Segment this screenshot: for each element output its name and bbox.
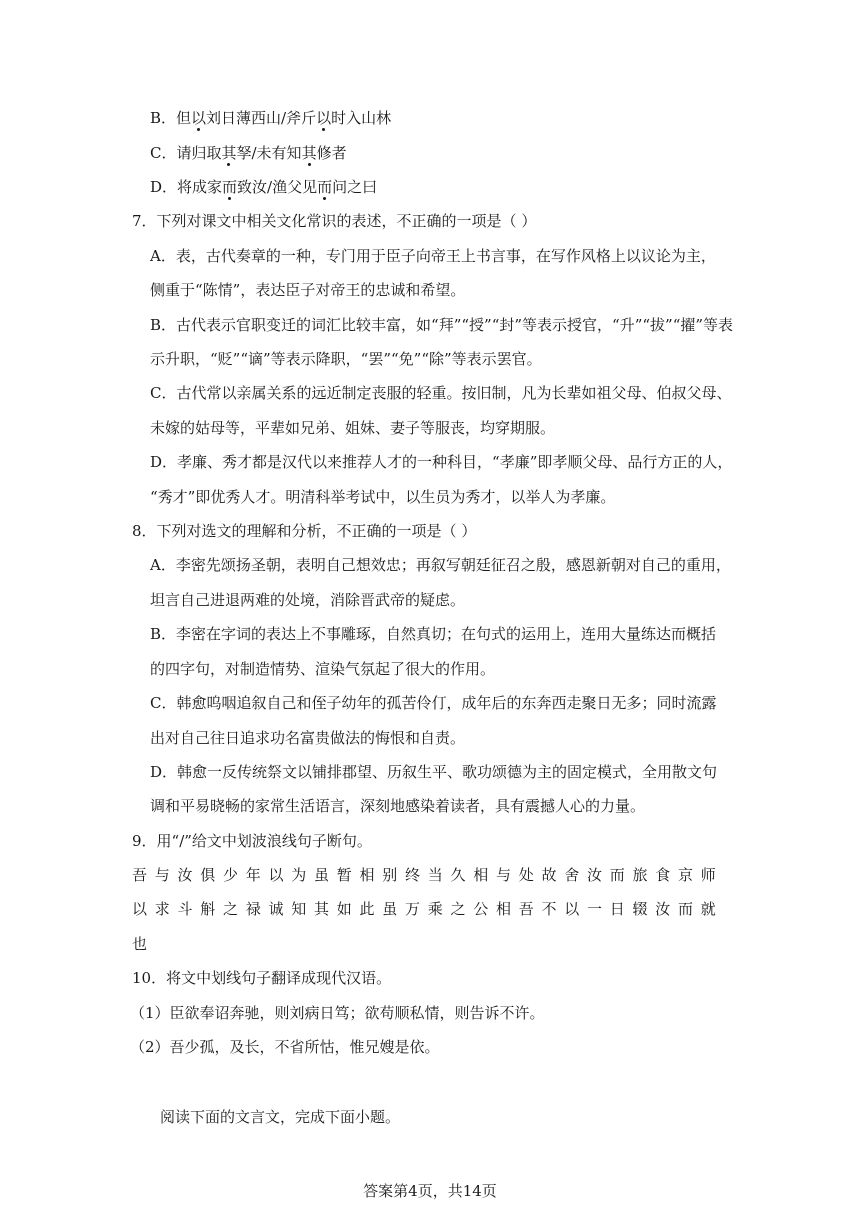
grid-char: 而: [678, 900, 694, 918]
grid-char: 之: [450, 900, 466, 918]
q7-option-d-line1: D．孝廉、秀才都是汉代以来推荐人才的一种科目，“孝廉”即孝顺父母、品行方正的人，: [150, 453, 733, 471]
grid-char: 一: [587, 900, 603, 918]
grid-char: 公: [473, 900, 489, 918]
grid-char: 求: [154, 900, 170, 918]
grid-char: 万: [405, 900, 421, 918]
punctuation-row-1: [132, 865, 716, 885]
q10-item-1: （1）臣欲奉诏奔驰，则刘病日笃；欲苟顺私情，则告诉不许。: [130, 1004, 545, 1022]
grid-char: 京: [678, 866, 694, 884]
grid-char: 舍: [564, 866, 580, 884]
emphasized-char: 而: [317, 178, 333, 196]
grid-char: 汝: [177, 866, 193, 884]
punctuation-row-2: [132, 899, 716, 919]
grid-char: 久: [450, 866, 466, 884]
q8-option-b-line2: 的四字句，对制造情势、渲染气氛起了很大的作用。: [150, 660, 496, 678]
question-7: 7．下列对课文中相关文化常识的表述，不正确的一项是（ ）: [132, 212, 537, 230]
q8-option-d-line2: 调和平易晓畅的家常生活语言，深刻地感染着读者，具有震撼人心的力量。: [150, 797, 646, 815]
grid-char: 终: [405, 866, 421, 884]
grid-char: 之: [223, 900, 239, 918]
emphasized-char: 其: [301, 144, 317, 162]
grid-char: 诚: [268, 900, 284, 918]
grid-char: 别: [382, 866, 398, 884]
grid-char: 其: [314, 900, 330, 918]
reading-instruction: 阅读下面的文言文，完成下面小题。: [160, 1108, 401, 1126]
option-text: 孥/未有知: [236, 144, 302, 162]
grid-char: 辍: [632, 900, 648, 918]
grid-char: 就: [700, 900, 716, 918]
grid-char: 食: [655, 866, 671, 884]
grid-char: 禄: [245, 900, 261, 918]
grid-char: 斗: [177, 900, 193, 918]
grid-char: 此: [359, 900, 375, 918]
grid-char: 虽: [314, 866, 330, 884]
grid-char: 为: [291, 866, 307, 884]
q7-option-c-line1: C．古代常以亲属关系的远近制定丧服的轻重。按旧制，凡为长辈如祖父母、伯叔父母、: [150, 384, 732, 402]
q7-option-a-line1: A．表，古代奏章的一种，专门用于臣子向帝王上书言事，在写作风格上以议论为主，: [150, 247, 716, 265]
option-text: D．将成家: [150, 178, 223, 196]
grid-char: 与: [154, 866, 170, 884]
q8-option-a-line2: 坦言自己进退两难的处境，消除晋武帝的疑虑。: [150, 591, 466, 609]
grid-char: 年: [245, 866, 261, 884]
grid-char: 如: [336, 900, 352, 918]
option-b-prev: [150, 108, 391, 128]
option-text: 问之曰: [332, 178, 378, 196]
q10-item-2: （2）吾少孤，及长，不省所怙，惟兄嫂是依。: [130, 1038, 440, 1056]
grid-char: 斛: [200, 900, 216, 918]
grid-char: 处: [518, 866, 534, 884]
q8-option-b-line1: B．李密在字词的表达上不事雕琢，自然真切；在句式的运用上，连用大量练达而概括: [150, 625, 717, 643]
option-text: 致汝/渔父见: [237, 178, 318, 196]
grid-char: 暂: [336, 866, 352, 884]
grid-char: 以: [268, 866, 284, 884]
option-text: 修者: [316, 144, 347, 162]
grid-char: 不: [541, 900, 557, 918]
option-d-prev: [150, 177, 377, 197]
grid-char: 相: [496, 900, 512, 918]
grid-char: 虽: [382, 900, 398, 918]
q7-option-a-line2: 侧重于“陈情”，表达臣子对帝王的忠诚和希望。: [150, 281, 466, 299]
grid-char: 知: [291, 900, 307, 918]
emphasized-char: 以: [191, 109, 207, 127]
grid-char: 以: [564, 900, 580, 918]
option-c-prev: [150, 143, 347, 163]
grid-char: 相: [473, 866, 489, 884]
emphasized-char: 其: [221, 144, 237, 162]
grid-char: 日: [609, 900, 625, 918]
grid-char: 乘: [427, 900, 443, 918]
option-text: B．但: [150, 109, 192, 127]
option-text: 刘日薄西山/斧斤: [206, 109, 317, 127]
q8-option-c-line2: 出对自己往日追求功名富贵做法的悔恨和自责。: [150, 729, 466, 747]
q7-option-c-line2: 未嫁的姑母等，平辈如兄弟、姐妹、妻子等服丧，均穿期服。: [150, 419, 556, 437]
q8-option-a-line1: A．李密先颂扬圣朝，表明自己想效忠；再叙写朝廷征召之殷，感恩新朝对自己的重用，: [150, 556, 731, 574]
grid-char: 与: [496, 866, 512, 884]
grid-char: 俱: [200, 866, 216, 884]
q7-option-d-line2: “秀才”即优秀人才。明清科举考试中，以生员为秀才，以举人为孝廉。: [150, 488, 616, 506]
grid-char: 而: [609, 866, 625, 884]
q8-option-d-line1: D．韩愈一反传统祭文以铺排郡望、历叙生平、歌功颂德为主的固定模式，全用散文句: [150, 763, 718, 781]
option-text: C．请归取: [150, 144, 222, 162]
grid-char: 汝: [655, 900, 671, 918]
grid-char: 汝: [587, 866, 603, 884]
emphasized-char: 而: [222, 178, 238, 196]
page-footer: 答案第4页，共14页: [363, 1182, 497, 1200]
punctuation-row-3: 也: [132, 935, 148, 953]
grid-char: 吾: [518, 900, 534, 918]
question-10: 10．将文中划线句子翻译成现代汉语。: [132, 969, 392, 987]
q8-option-c-line1: C．韩愈呜咽追叙自己和侄子幼年的孤苦伶仃，成年后的东奔西走聚日无多；同时流露: [150, 694, 717, 712]
q7-option-b-line1: B．古代表示官职变迁的词汇比较丰富，如“拜”“授”“封”等表示授官，“升”“拔”“擢”等表: [150, 316, 734, 334]
emphasized-char: 以: [316, 109, 332, 127]
grid-char: 当: [427, 866, 443, 884]
grid-char: 旅: [632, 866, 648, 884]
question-8: 8．下列对选文的理解和分析，不正确的一项是（ ）: [132, 522, 477, 540]
grid-char: 师: [700, 866, 716, 884]
grid-char: 少: [223, 866, 239, 884]
question-9: 9．用“/”给文中划波浪线句子断句。: [132, 832, 372, 850]
grid-char: 以: [132, 900, 148, 918]
grid-char: 吾: [132, 866, 148, 884]
grid-char: 相: [359, 866, 375, 884]
option-text: 时入山林: [331, 109, 392, 127]
grid-char: 故: [541, 866, 557, 884]
q7-option-b-line2: 示升职，“贬”“谪”等表示降职，“罢”“免”“除”等表示罢官。: [150, 350, 542, 368]
